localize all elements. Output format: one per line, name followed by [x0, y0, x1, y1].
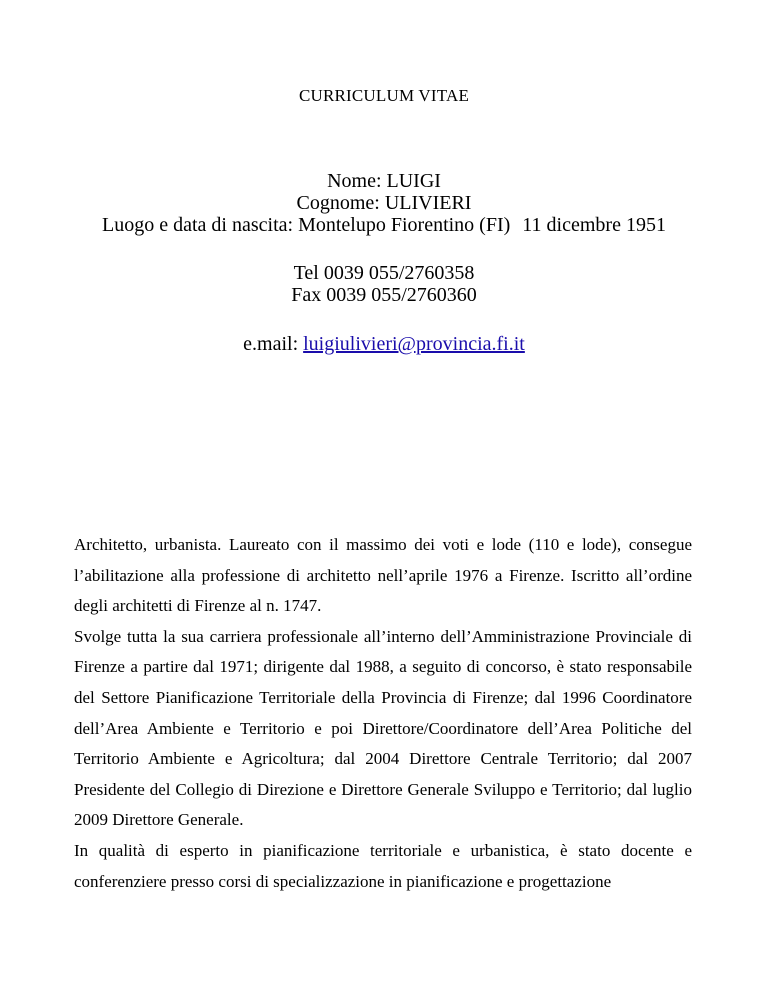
birth-date: 11 dicembre 1951 [522, 214, 666, 236]
name-line: Nome: LUIGI [327, 170, 441, 192]
birth-line [0, 214, 768, 236]
personal-info [0, 170, 768, 236]
email-label: e.mail: [243, 333, 299, 355]
email-line [0, 333, 768, 356]
paragraph-qualifications: Architetto, urbanista. Laureato con il massimo dei voti e lode (110 e lode), consegue l’abilitazione alla professione di architetto nell’aprile 1976 a Firenze. Iscritto all’ordine degli architetti di Firenze al n. 1747. [74, 535, 692, 616]
document-title: CURRICULUM VITAE [298, 86, 470, 105]
telephone: Tel 0039 055/2760358 [293, 262, 475, 284]
paragraph-career: Svolge tutta la sua carriera professionale all’interno dell’Amministrazione Provinciale di Firenze a partire dal 1971; dirigente dal 1988, a seguito di concorso, è stato responsabile del Settore Pianificazione Territoriale della Provincia di Firenze; dal 1996 Coordinatore dell’Area Ambiente e Territorio e poi Direttore/Coordinatore dell’Area Politiche del Territorio Ambiente e Agricoltura; dal 2004 Direttore Centrale Territorio; dal 2007 Presidente del Collegio di Direzione e Direttore Generale Sviluppo e Territorio; dal luglio 2009 Direttore Generale. [74, 626, 692, 830]
biography [74, 530, 692, 897]
contact-info [0, 262, 768, 306]
paragraph-teaching: In qualità di esperto in pianificazione territoriale e urbanistica, è stato docente e conferenziere presso corsi di specializzazione in pianificazione e progettazione [74, 840, 692, 891]
birth-place: Luogo e data di nascita: Montelupo Fiorentino (FI) [102, 214, 511, 236]
email-link[interactable]: luigiulivieri@provincia.fi.it [303, 333, 525, 355]
fax: Fax 0039 055/2760360 [291, 284, 477, 306]
surname-line: Cognome: ULIVIERI [296, 192, 472, 214]
